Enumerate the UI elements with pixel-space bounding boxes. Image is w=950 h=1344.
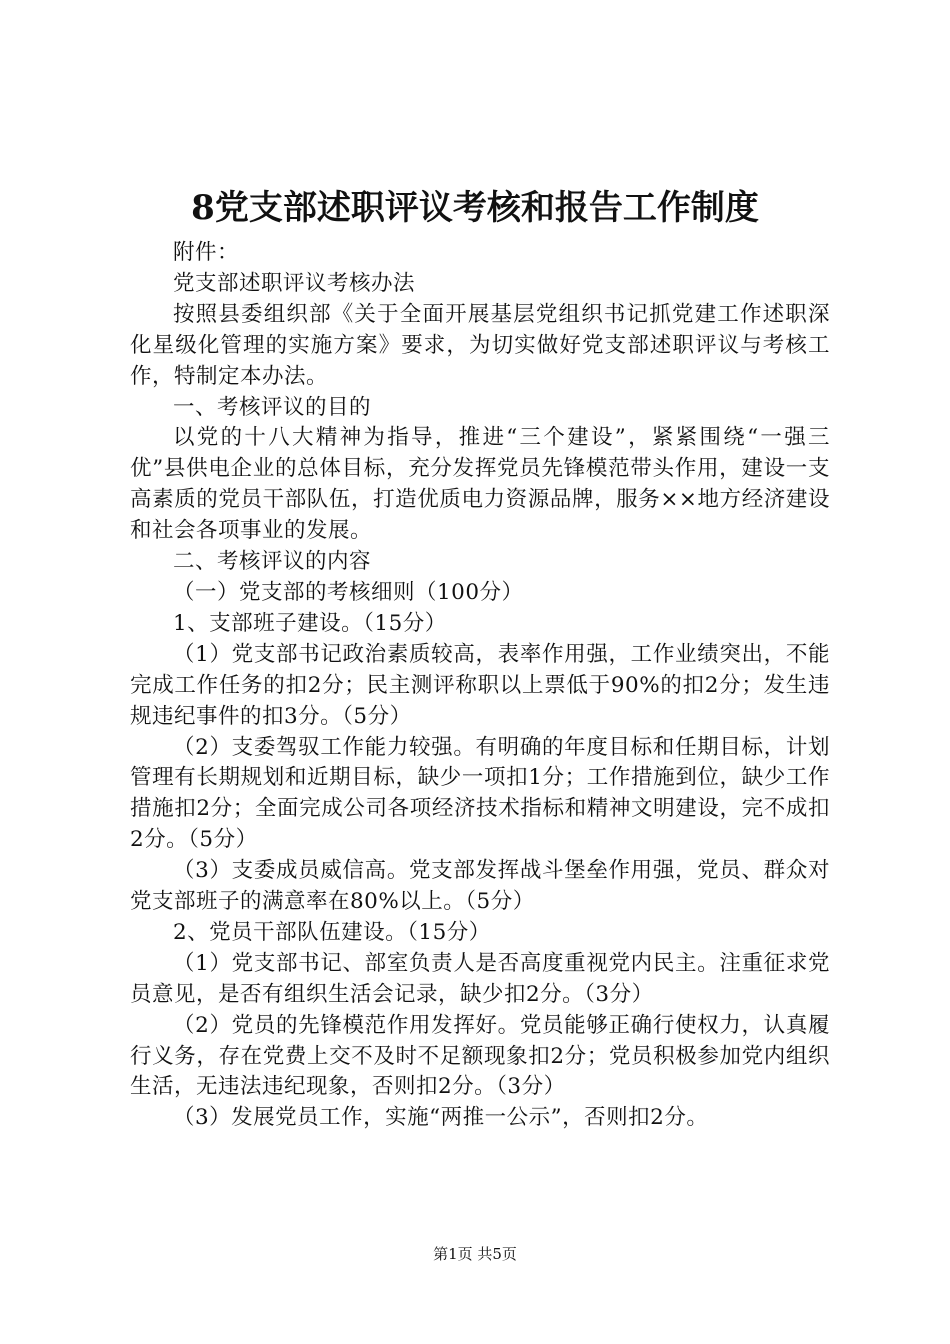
clause-paragraph: （2）党员的先锋模范作用发挥好。党员能够正确行使权力，认真履行义务，存在党费上交不及时不足额现象扣2分；党员积极参加党内组织生活，无违法违纪现象，否则扣2分。（3分） (130, 1012, 830, 1100)
document-body (130, 238, 830, 1134)
purpose-paragraph: 以党的十八大精神为指导，推进“三个建设”，紧紧围绕“一强三优”县供电企业的总体目标，充分发挥党员先锋模范带头作用，建设一支高素质的党员干部队伍，打造优质电力资源品牌，服务××地方经济建设和社会各项事业的发展。 (130, 425, 830, 544)
clause-paragraph: （1）党支部书记政治素质较高，表率作用强，工作业绩突出，不能完成工作任务的扣2分；民主测评称职以上票低于90%的扣2分；发生违规违纪事件的扣3分。（5分） (130, 641, 830, 729)
clause-paragraph: （1）党支部书记、部室负责人是否高度重视党内民主。注重征求党员意见，是否有组织生活会记录，缺少扣2分。（3分） (130, 950, 830, 1007)
intro-paragraph: 按照县委组织部《关于全面开展基层党组织书记抓党建工作述职深化星级化管理的实施方案》要求，为切实做好党支部述职评议与考核工作，特制定本办法。 (130, 301, 830, 389)
item-heading-cadre-building: 2、党员干部队伍建设。（15分） (173, 919, 491, 945)
page-footer: 第1页 共5页 (433, 1245, 517, 1263)
subsection-heading-branch-rules: （一）党支部的考核细则（100分） (173, 579, 524, 605)
clause-paragraph: （2）支委驾驭工作能力较强。有明确的年度目标和任期目标，计划管理有长期规划和近期目标，缺少一项扣1分；工作措施到位，缺少工作措施扣2分；全面完成公司各项经济技术指标和精神文明建设，完不成扣2分。（5分） (130, 734, 830, 853)
section-heading-purpose: 一、考核评议的目的 (173, 394, 372, 420)
attachment-title: 党支部述职评议考核办法 (173, 270, 416, 296)
clause-paragraph: （3）发展党员工作，实施“两推一公示”，否则扣2分。 (173, 1105, 709, 1131)
section-heading-content: 二、考核评议的内容 (173, 549, 372, 575)
clause-paragraph: （3）支委成员威信高。党支部发挥战斗堡垒作用强，党员、群众对党支部班子的满意率在80%以上。（5分） (130, 858, 830, 915)
attachment-label: 附件： (173, 240, 240, 265)
item-heading-team-building: 1、支部班子建设。（15分） (173, 610, 447, 636)
document-title: 8党支部述职评议考核和报告工作制度 (191, 188, 759, 228)
